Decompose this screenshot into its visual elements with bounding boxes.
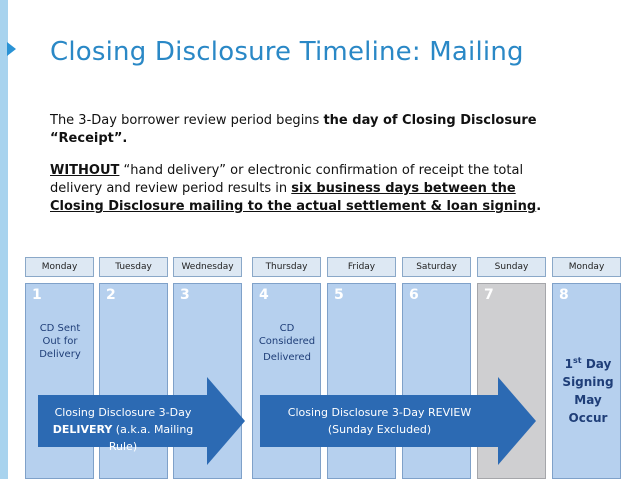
day-number: 2 xyxy=(106,287,116,303)
day-label: Friday xyxy=(327,257,396,277)
cd-delivered-note: Delivered xyxy=(263,352,311,363)
day-number: 6 xyxy=(409,287,419,303)
paragraph-receipt xyxy=(50,112,550,148)
day-label: Monday xyxy=(25,257,94,277)
day-number: 5 xyxy=(334,287,344,303)
delivery-arrow-head xyxy=(207,377,245,465)
accent-arrow-icon xyxy=(7,42,16,56)
review-arrow-head xyxy=(498,377,536,465)
day-number: 7 xyxy=(484,287,494,303)
delivery-arrow-body xyxy=(38,395,208,453)
delivery-line2 xyxy=(38,421,208,455)
day-label: Thursday xyxy=(252,257,321,277)
delivery-bold: DELIVERY xyxy=(52,423,113,436)
cd-considered-note: CD Considered xyxy=(258,323,316,347)
day-label: Monday xyxy=(552,257,621,277)
day-label: Wednesday xyxy=(173,257,242,277)
signing-text: Day Signing May Occur xyxy=(562,357,614,425)
paragraph2-emphasis: six business days between the Closing Disclosure mailing to the actual settlement & loan signing xyxy=(50,181,537,214)
without-label: WITHOUT xyxy=(50,163,120,178)
accent-bar xyxy=(0,0,8,479)
paragraph1-bold: the day of Closing Disclosure “Receipt”. xyxy=(50,113,537,146)
delivery-rest: (a.k.a. Mailing Rule) xyxy=(108,423,194,453)
day-number: 4 xyxy=(259,287,269,303)
review-arrow xyxy=(260,377,537,465)
day-label: Sunday xyxy=(477,257,546,277)
signing-day-note xyxy=(555,352,621,427)
signing-ordinal-suffix: st xyxy=(573,356,582,365)
delivery-arrow xyxy=(38,377,246,465)
paragraph-without xyxy=(50,162,550,216)
day-label: Saturday xyxy=(402,257,471,277)
day-number: 1 xyxy=(32,287,42,303)
signing-ordinal: 1 xyxy=(564,357,574,371)
slide-title: Closing Disclosure Timeline: Mailing xyxy=(50,37,524,67)
delivery-line1: Closing Disclosure 3-Day xyxy=(54,406,192,419)
day-label: Tuesday xyxy=(99,257,168,277)
day-labels-row xyxy=(25,257,637,277)
review-line1: Closing Disclosure 3-Day REVIEW xyxy=(287,406,472,419)
review-line2: (Sunday Excluded) xyxy=(327,423,432,436)
paragraph2-end: . xyxy=(536,199,542,214)
cd-sent-note: CD Sent Out for Delivery xyxy=(39,323,81,360)
paragraph1-text: The 3-Day borrower review period begins xyxy=(50,113,324,128)
body-text xyxy=(50,112,550,216)
day-cell-8 xyxy=(552,283,621,479)
paragraph2-text: “hand delivery” or electronic confirmation of receipt the total delivery and review period results in xyxy=(50,163,524,196)
day-number: 8 xyxy=(559,287,569,303)
review-arrow-body xyxy=(260,395,499,447)
day-number: 3 xyxy=(180,287,190,303)
